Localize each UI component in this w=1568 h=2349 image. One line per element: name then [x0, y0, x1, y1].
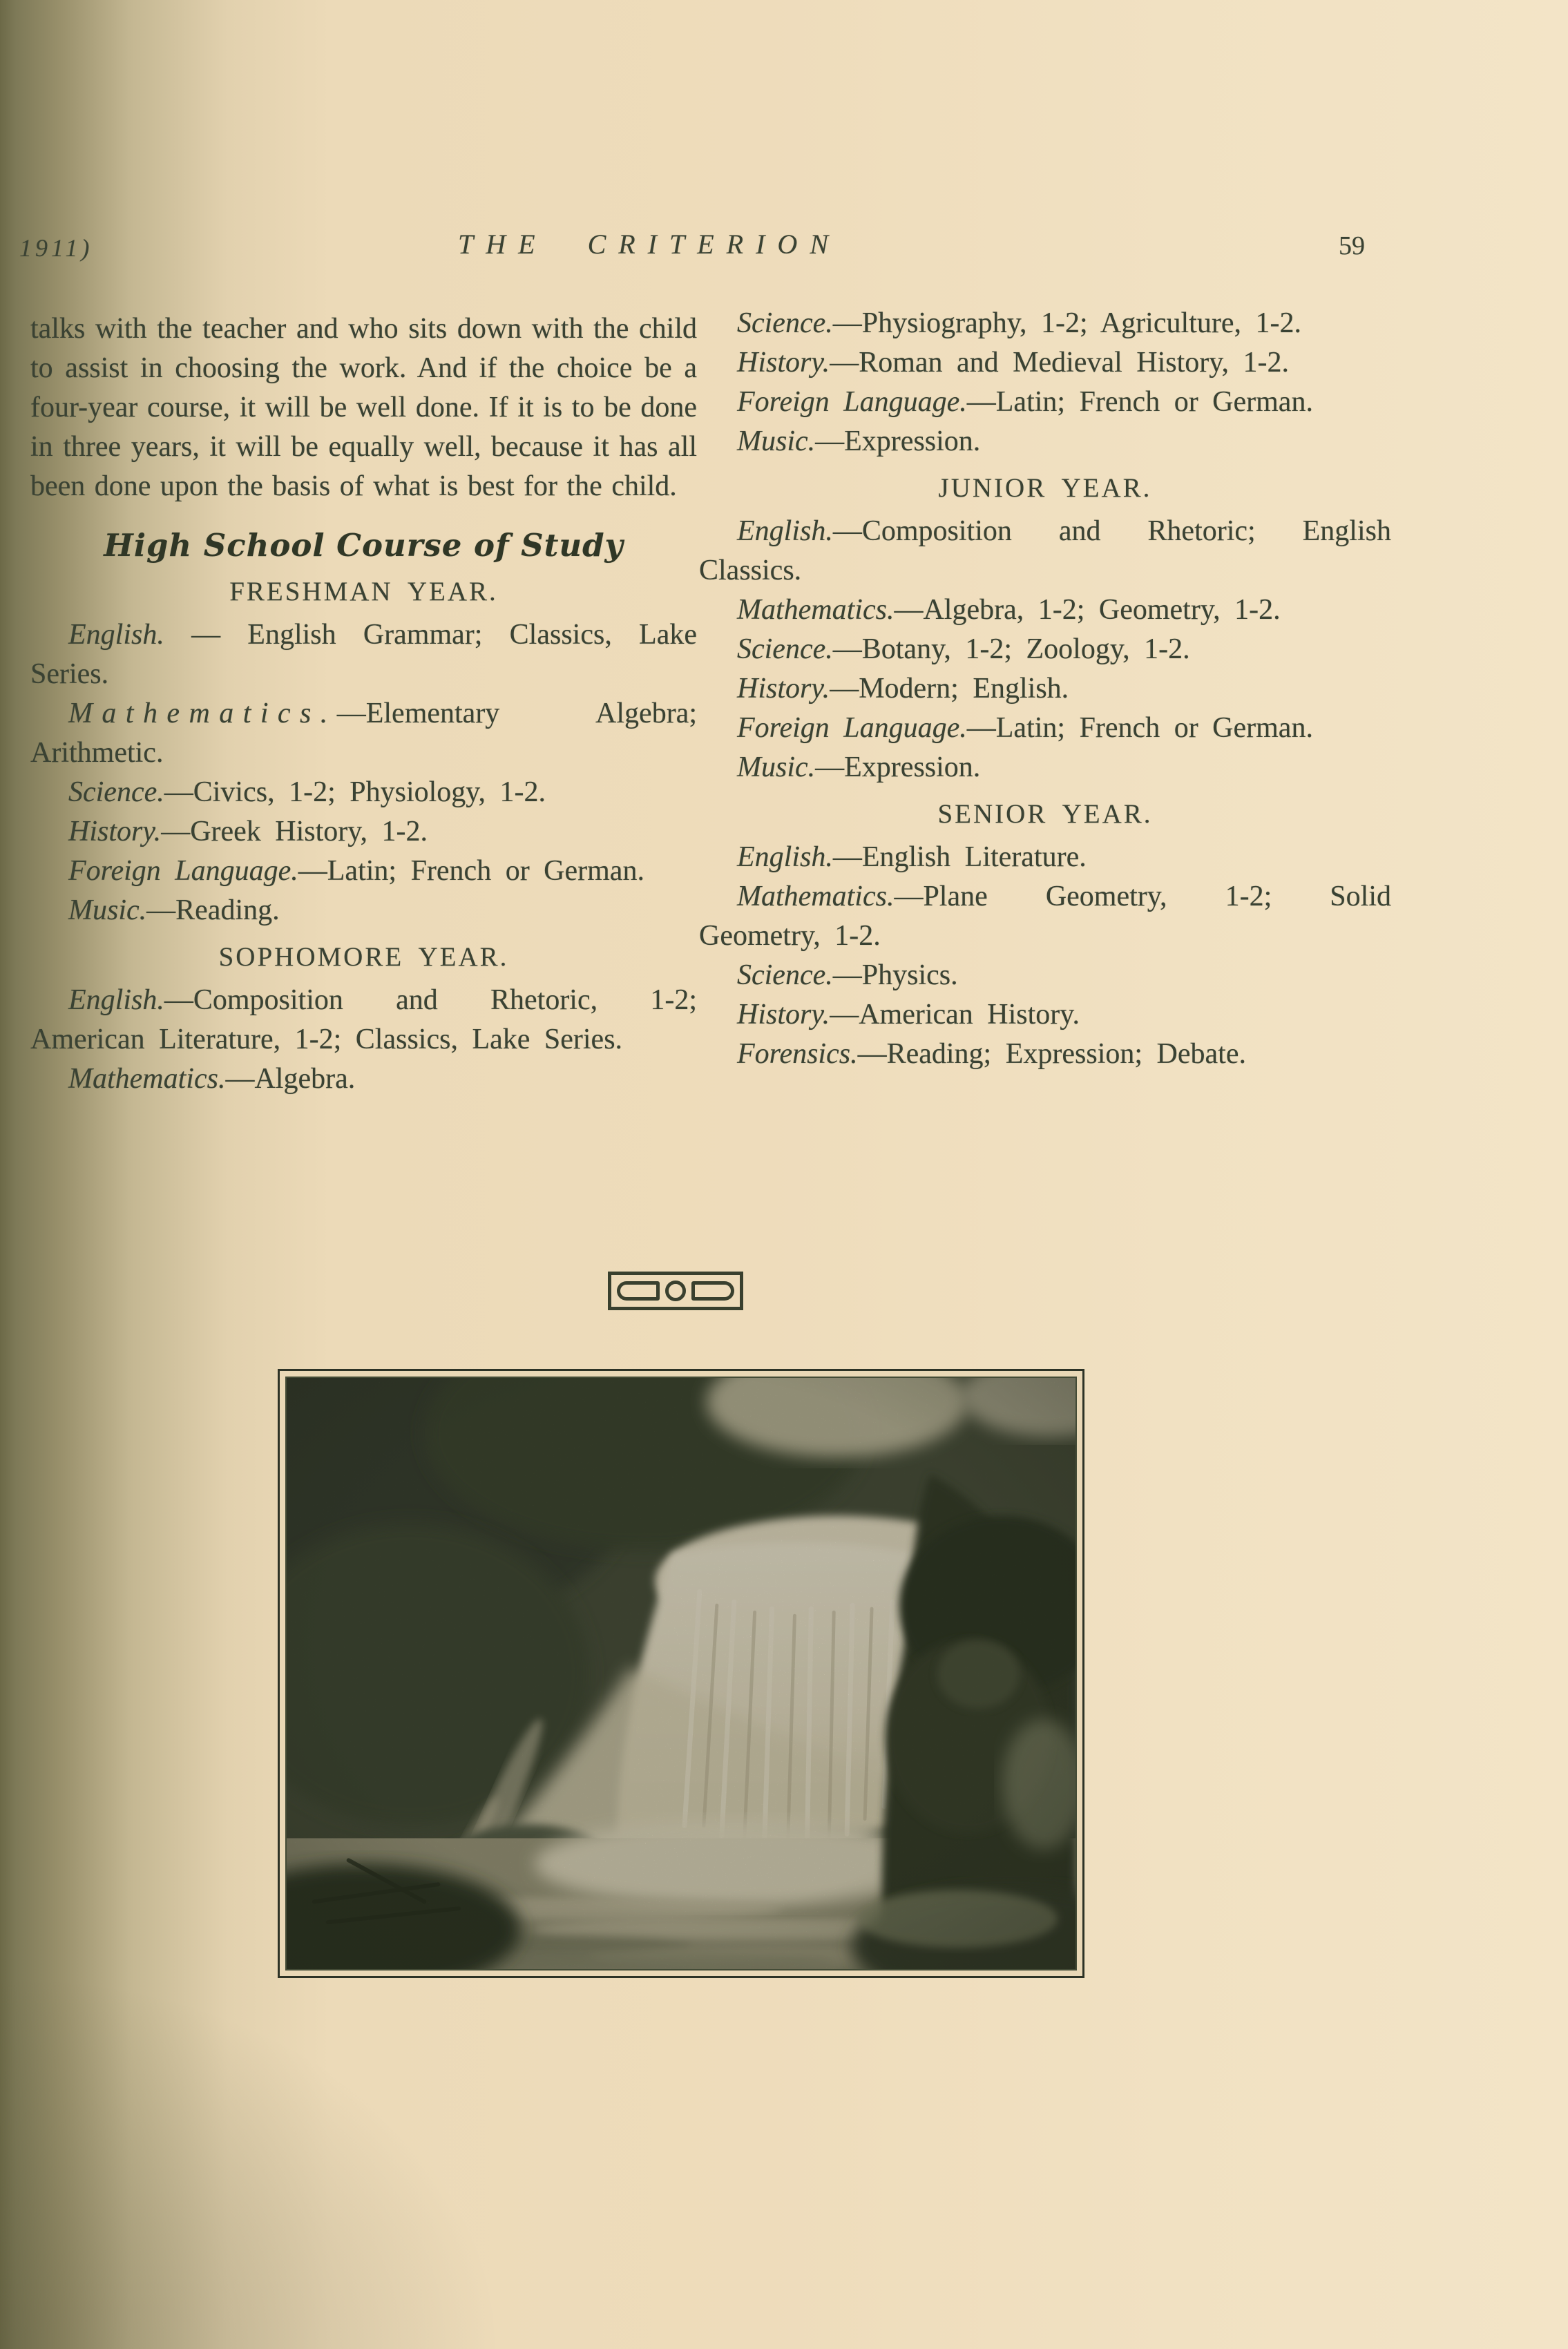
course-entry: [30, 852, 697, 891]
course-text: —American History.: [830, 999, 1080, 1030]
course-label: Science.: [737, 959, 833, 991]
course-text: —Roman and Medieval History, 1-2.: [830, 347, 1290, 378]
course-text: —Physiography, 1-2; Agriculture, 1-2.: [832, 307, 1301, 339]
course-entry: [699, 343, 1391, 383]
course-label: Music.: [68, 894, 147, 926]
course-label: History.: [737, 347, 830, 378]
course-text: —Latin; French or German.: [966, 386, 1313, 418]
course-label: English.: [68, 619, 164, 651]
course-label: Science.: [68, 776, 164, 808]
course-label: History.: [737, 999, 830, 1030]
course-label: History.: [68, 816, 162, 847]
course-text: —Modern; English.: [830, 673, 1069, 704]
course-text: —Latin; French or German.: [298, 855, 644, 887]
course-text: —Greek History, 1-2.: [161, 816, 428, 847]
course-text: —Composition and Rhetoric; English Classics.: [699, 515, 1391, 586]
course-label: Foreign Language.: [737, 386, 967, 418]
course-text: —Reading; Expression; Debate.: [857, 1038, 1246, 1070]
course-text: —Civics, 1-2; Physiology, 1-2.: [164, 776, 546, 808]
course-label: English.: [68, 984, 164, 1016]
course-label: Science.: [737, 633, 833, 665]
course-label: Mathematics.: [68, 1063, 226, 1095]
course-label: Foreign Language.: [68, 855, 298, 887]
course-entry: [699, 383, 1391, 422]
course-text: —Reading.: [146, 894, 280, 926]
right-column: [699, 304, 1391, 1074]
course-entry: [699, 669, 1391, 709]
course-text: —Expression.: [815, 425, 981, 457]
header-title: THE CRITERION: [458, 229, 841, 260]
course-text: —English Literature.: [832, 841, 1087, 873]
course-entry: [699, 422, 1391, 461]
course-label: Music.: [737, 751, 816, 783]
course-entry: [699, 838, 1391, 877]
course-label: History.: [737, 673, 830, 704]
course-text: — English Grammar; Classics, Lake Series.: [30, 619, 697, 690]
header-page-number: 59: [1339, 231, 1365, 260]
course-text: —Composition and Rhetoric, 1-2; American Literature, 1-2; Classics, Lake Series.: [30, 984, 697, 1055]
course-entry: [699, 304, 1391, 343]
ornament-left-pill: [617, 1281, 660, 1301]
course-text: —Algebra.: [225, 1063, 356, 1095]
course-entry: [30, 773, 697, 812]
course-label: Music.: [737, 425, 816, 457]
section-heading: High School Course of Study: [104, 527, 624, 564]
divider-ornament: [608, 1272, 743, 1310]
junior-year-header: JUNIOR YEAR.: [938, 473, 1152, 503]
course-entry: [30, 981, 697, 1060]
course-entry: [699, 630, 1391, 669]
course-label: Forensics.: [737, 1038, 858, 1070]
course-label: English.: [737, 515, 833, 547]
course-entry: [699, 591, 1391, 630]
course-entry: [699, 709, 1391, 748]
course-text: —Botany, 1-2; Zoology, 1-2.: [832, 633, 1190, 665]
intro-paragraph: talks with the teacher and who sits down with the child to assist in choosing the work. And if the choice be a four-year course, it will be well done. If it is to be done in three years, it will be equally well, because it has all been done upon the basis of what is best for the child.: [30, 313, 697, 502]
course-entry: [699, 956, 1391, 995]
course-entry: [30, 694, 697, 773]
course-entry: [699, 877, 1391, 956]
course-text: —Expression.: [815, 751, 981, 783]
senior-year-header: SENIOR YEAR.: [937, 799, 1153, 829]
photo-frame: [278, 1369, 1084, 1978]
course-entry: [30, 615, 697, 694]
header-year: 1911): [19, 234, 93, 262]
ornament-circle: [665, 1281, 686, 1301]
course-text: —Latin; French or German.: [966, 712, 1313, 744]
course-text: —Elementary Algebra; Arithmetic.: [30, 698, 697, 769]
course-label: Foreign Language.: [737, 712, 967, 744]
sophomore-year-header: SOPHOMORE YEAR.: [218, 942, 509, 972]
course-entry: [699, 995, 1391, 1035]
course-text: —Physics.: [832, 959, 958, 991]
ornament-right-pill: [691, 1281, 734, 1301]
course-label: Mathematics.: [737, 881, 895, 912]
course-entry: [30, 891, 697, 930]
course-label: Science.: [737, 307, 833, 339]
course-text: —Algebra, 1-2; Geometry, 1-2.: [894, 594, 1281, 626]
freshman-year-header: FRESHMAN YEAR.: [229, 577, 498, 606]
course-entry: [699, 512, 1391, 591]
course-entry: [30, 1060, 697, 1099]
waterfall-photo-image: [287, 1378, 1075, 1969]
course-label: English.: [737, 841, 833, 873]
course-entry: [30, 812, 697, 852]
left-column: [30, 309, 697, 1099]
course-label: Mathematics.: [737, 594, 895, 626]
running-head: [0, 228, 1568, 276]
waterfall-photo: [285, 1377, 1077, 1971]
course-entry: [699, 748, 1391, 787]
course-entry: [699, 1035, 1391, 1074]
course-text: —Plane Geometry, 1-2; Solid Geometry, 1-2.: [699, 881, 1391, 952]
course-label: Mathematics.: [68, 698, 337, 729]
